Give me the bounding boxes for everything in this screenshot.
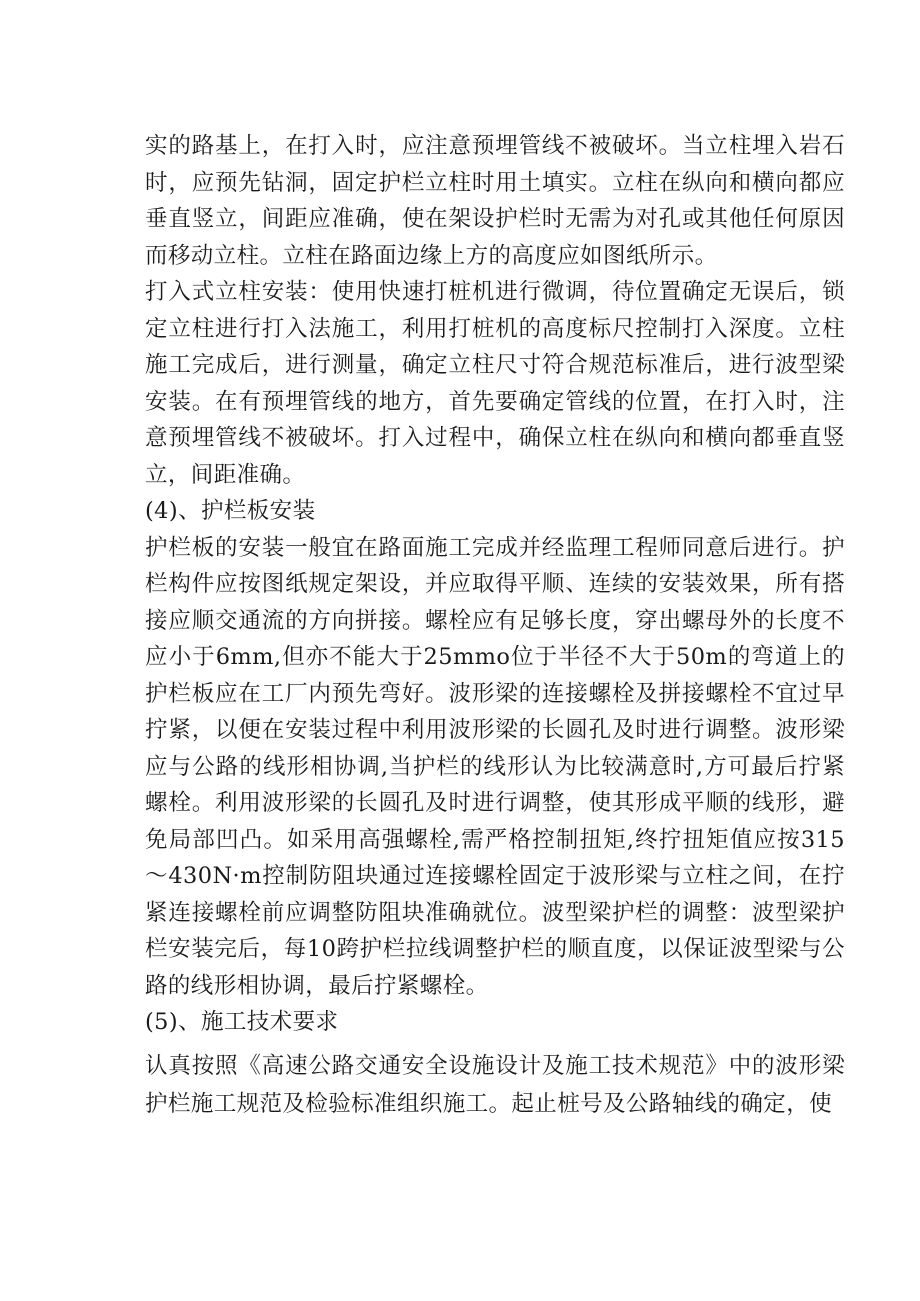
paragraph-technical-requirements: 认真按照《高速公路交通安全设施设计及施工技术规范》中的波形梁护栏施工规范及检验标准组织施工。起止桩号及公路轴线的确定，使	[145, 1052, 845, 1117]
paragraph-driven-post-installation: 打入式立柱安装：使用快速打桩机进行微调，待位置确定无误后，锁定立柱进行打入法施工，利用打桩机的高度标尺控制打入深度。立柱施工完成后，进行测量，确定立柱尺寸符合规范标准后，进行波型梁安装。在有预埋管线的地方，首先要确定管线的位置，在打入时，注意预埋管线不被破坏。打入过程中，确保立柱在纵向和横向都垂直竖立，间距准确。	[145, 279, 845, 488]
paragraph-post-installation: 实的路基上，在打入时，应注意预埋管线不被破坏。当立柱埋入岩石时，应预先钻洞，固定护栏立柱时用土填实。立柱在纵向和横向都应垂直竖立，间距应准确，使在架设护栏时无需为对孔或其他任何原因而移动立柱。立柱在路面边缘上方的高度应如图纸所示。	[145, 133, 845, 269]
paragraph-guardrail-board-installation: 护栏板的安装一般宜在路面施工完成并经监理工程师同意后进行。护栏构件应按图纸规定架设，并应取得平顺、连续的安装效果，所有搭接应顺交通流的方向拼接。螺栓应有足够长度，穿出螺母外的长度不应小于6mm,但亦不能大于25mmo位于半径不大于50m的弯道上的护栏板应在工厂内预先弯好。波形梁的连接螺栓及拼接螺栓不宜过早拧紧，以便在安装过程中利用波形梁的长圆孔及时进行调整。波形梁应与公路的线形相协调,当护栏的线形认为比较满意时,方可最后拧紧螺栓。利用波形梁的长圆孔及时进行调整，使其形成平顺的线形，避免局部凹凸。如采用高强螺栓,需严格控制扭矩,终拧扭矩值应按315～430N·m控制防阻块通过连接螺栓固定于波形梁与立柱之间，在拧紧连接螺栓前应调整防阻块准确就位。波型梁护栏的调整：波型梁护栏安装完后，每10跨护栏拉线调整护栏的顺直度，以保证波型梁与公路的线形相协调，最后拧紧螺栓。	[145, 534, 845, 999]
section-heading-guardrail-board: (4)、护栏板安装	[145, 498, 316, 524]
section-heading-technical-requirements: (5)、施工技术要求	[145, 1009, 339, 1035]
document-body	[145, 128, 845, 1124]
